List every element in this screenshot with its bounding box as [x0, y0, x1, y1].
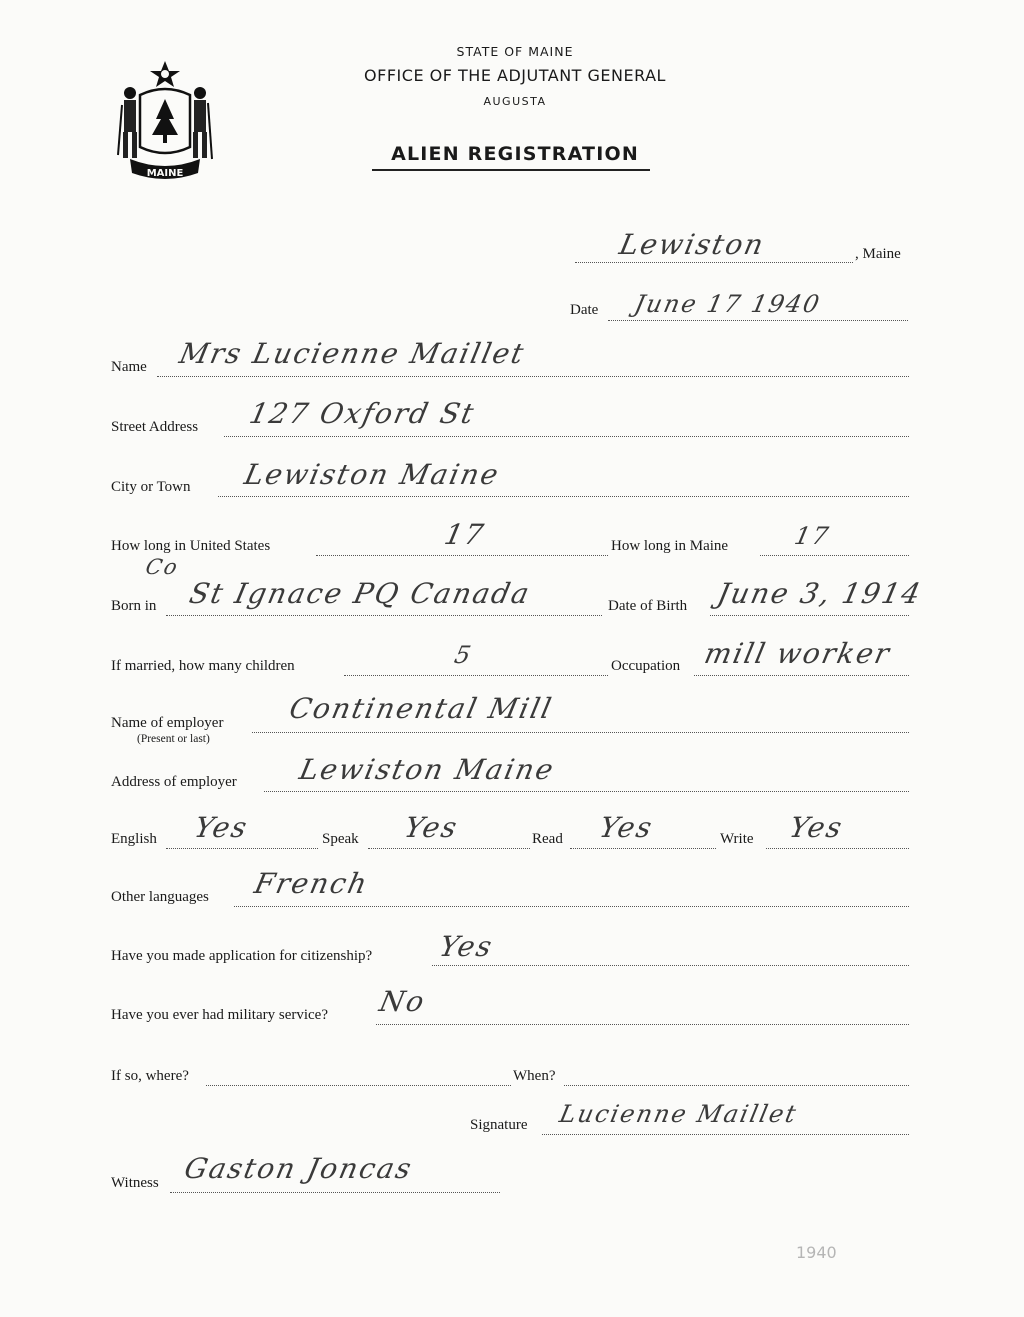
witness-label: Witness: [111, 1175, 159, 1191]
other-languages-line: [234, 906, 909, 907]
form-title: ALIEN REGISTRATION: [391, 143, 639, 165]
children-line: [344, 675, 608, 676]
city-line: [218, 496, 909, 497]
city-label: City or Town: [111, 479, 191, 495]
read-value: Yes: [596, 811, 657, 844]
employer-line: [252, 732, 909, 733]
date-of-birth-label: Date of Birth: [608, 598, 688, 614]
name-label: Name: [111, 359, 147, 375]
date-label: Date: [570, 302, 599, 318]
signature-line: [542, 1134, 909, 1135]
when-label: When?: [513, 1068, 556, 1084]
employer-address-label: Address of employer: [111, 774, 237, 790]
how-long-us-line: [316, 555, 608, 556]
signature-value: Lucienne Maillet: [557, 1100, 801, 1128]
read-label: Read: [532, 831, 563, 847]
born-in-label: Born in: [111, 598, 157, 614]
occupation-value: mill worker: [701, 637, 894, 670]
read-line: [570, 848, 716, 849]
occupation-label: Occupation: [611, 658, 681, 674]
employer-address-value: Lewiston Maine: [296, 753, 558, 786]
date-of-birth-line: [710, 615, 909, 616]
employer-value: Continental Mill: [286, 692, 557, 725]
signature-label: Signature: [470, 1117, 528, 1133]
date-value: June 17 1940: [632, 290, 824, 318]
date-of-birth-value: June 3, 1914: [714, 577, 926, 610]
witness-value: Gaston Joncas: [181, 1152, 416, 1185]
date-line: [608, 320, 908, 321]
children-value: 5: [452, 641, 476, 669]
other-languages-label: Other languages: [111, 889, 209, 905]
military-line: [376, 1024, 909, 1025]
place-line: [575, 262, 853, 263]
speak-value: Yes: [401, 811, 462, 844]
place-value: Lewiston: [616, 228, 769, 261]
header-state: STATE OF MAINE: [456, 44, 574, 59]
when-line: [564, 1085, 909, 1086]
employer-label: Name of employer: [111, 715, 224, 731]
maine-seal-icon: [110, 55, 220, 183]
other-languages-value: French: [251, 867, 372, 900]
occupation-line: [694, 675, 909, 676]
employer-note: (Present or last): [137, 733, 210, 745]
street-value: 127 Oxford St: [246, 397, 479, 430]
english-line: [166, 848, 318, 849]
how-long-us-label: How long in United States: [111, 538, 271, 554]
title-underline: [372, 169, 650, 171]
how-long-maine-label: How long in Maine: [611, 538, 729, 554]
write-value: Yes: [786, 811, 847, 844]
write-label: Write: [720, 831, 754, 847]
name-line: [157, 376, 909, 377]
born-in-line: [166, 615, 602, 616]
children-label: If married, how many children: [111, 658, 295, 674]
speak-line: [368, 848, 530, 849]
city-value: Lewiston Maine: [241, 458, 503, 491]
english-value: Yes: [191, 811, 252, 844]
citizenship-label: Have you made application for citizenship?: [111, 948, 373, 964]
name-value: Mrs Lucienne Maillet: [176, 337, 529, 370]
citizenship-value: Yes: [436, 930, 497, 963]
born-prefix: Co: [143, 555, 182, 579]
speak-label: Speak: [322, 831, 359, 847]
header-office: OFFICE OF THE ADJUTANT GENERAL: [364, 66, 666, 85]
witness-line: [170, 1192, 500, 1193]
header-city: AUGUSTA: [483, 95, 547, 108]
military-label: Have you ever had military service?: [111, 1007, 328, 1023]
if-so-where-label: If so, where?: [111, 1068, 189, 1084]
how-long-maine-value: 17: [792, 522, 833, 550]
how-long-us-value: 17: [441, 518, 489, 551]
if-so-where-line: [206, 1085, 511, 1086]
english-label: English: [111, 831, 157, 847]
military-value: No: [376, 985, 429, 1018]
employer-address-line: [264, 791, 909, 792]
born-in-value: St Ignace PQ Canada: [186, 577, 534, 610]
how-long-maine-line: [760, 555, 909, 556]
receipt-stamp: 1940: [796, 1243, 837, 1262]
maine-label: , Maine: [855, 246, 901, 262]
citizenship-line: [432, 965, 909, 966]
street-line: [224, 436, 909, 437]
street-label: Street Address: [111, 419, 199, 435]
write-line: [766, 848, 909, 849]
seal-label: MAINE: [146, 168, 184, 179]
